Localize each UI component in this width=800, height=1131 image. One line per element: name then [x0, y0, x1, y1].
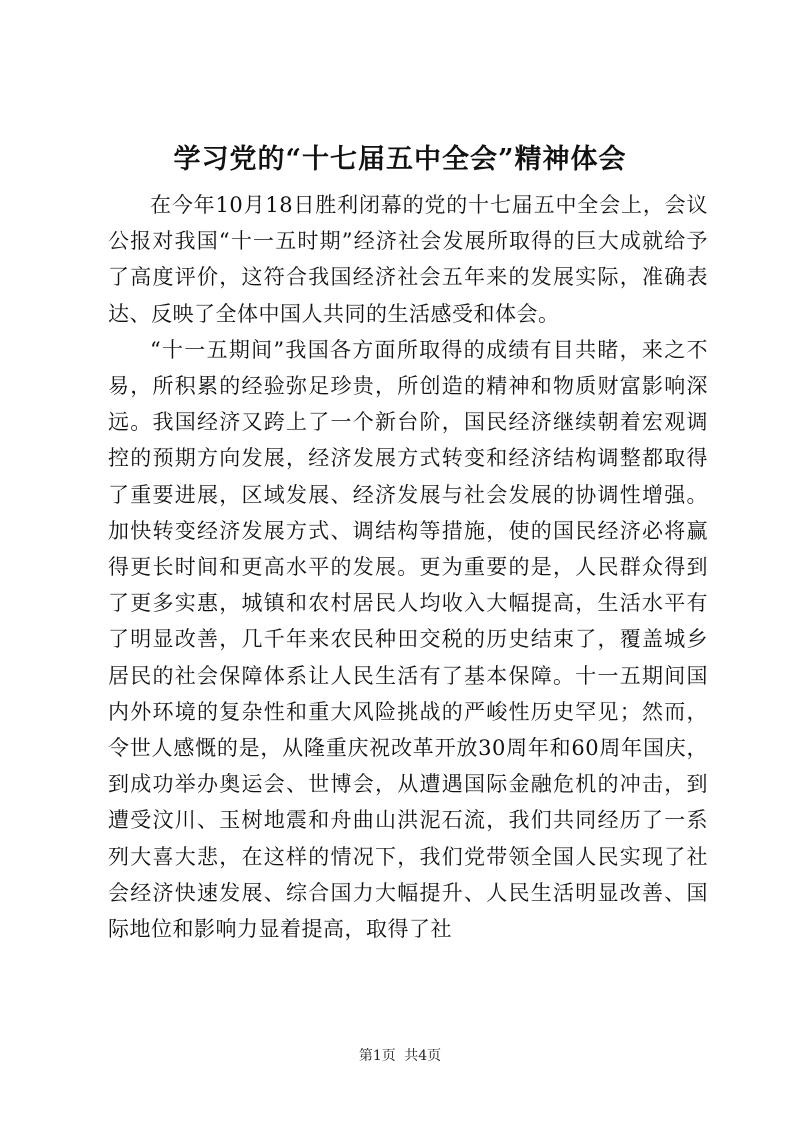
paragraph-1: 在今年10月18日胜利闭幕的党的十七届五中全会上，会议公报对我国“十一五时期”经济社会发展所取得的巨大成就给予了高度评价，这符合我国经济社会五年来的发展实际，准确表达、反映了全体中国人共同的生活感受和体会。 — [108, 193, 708, 326]
page-footer — [0, 1046, 800, 1066]
page-number: 第1页 — [358, 1048, 396, 1064]
page-total: 共4页 — [404, 1048, 442, 1064]
document-title: 学习党的“十七届五中全会”精神体会 — [173, 144, 627, 175]
paragraph-2: “十一五期间”我国各方面所取得的成绩有目共睹，来之不易，所积累的经验弥足珍贵，所创造的精神和物质财富影响深远。我国经济又跨上了一个新台阶，国民经济继续朝着宏观调控的预期方向发展，经济发展方式转变和经济结构调整都取得了重要进展，区域发展、经济发展与社会发展的协调性增强。加快转变经济发展方式、调结构等措施，使的国民经济必将赢得更长时间和更高水平的发展。更为重要的是，人民群众得到了更多实惠，城镇和农村居民人均收入大幅提高，生活水平有了明显改善，几千年来农民种田交税的历史结束了，覆盖城乡居民的社会保障体系让人民生活有了基本保障。十一五期间国内外环境的复杂性和重大风险挑战的严峻性历史罕见；然而，令世人感慨的是，从隆重庆祝改革开放30周年和60周年国庆，到成功举办奥运会、世博会，从遭遇国际金融危机的冲击，到遭受汶川、玉树地震和舟曲山洪泥石流，我们共同经历了一系列大喜大悲，在这样的情况下，我们党带领全国人民实现了社会经济快速发展、综合国力大幅提升、人民生活明显改善、国际地位和影响力显着提高，取得了社 — [108, 337, 708, 942]
document-body — [108, 187, 708, 947]
